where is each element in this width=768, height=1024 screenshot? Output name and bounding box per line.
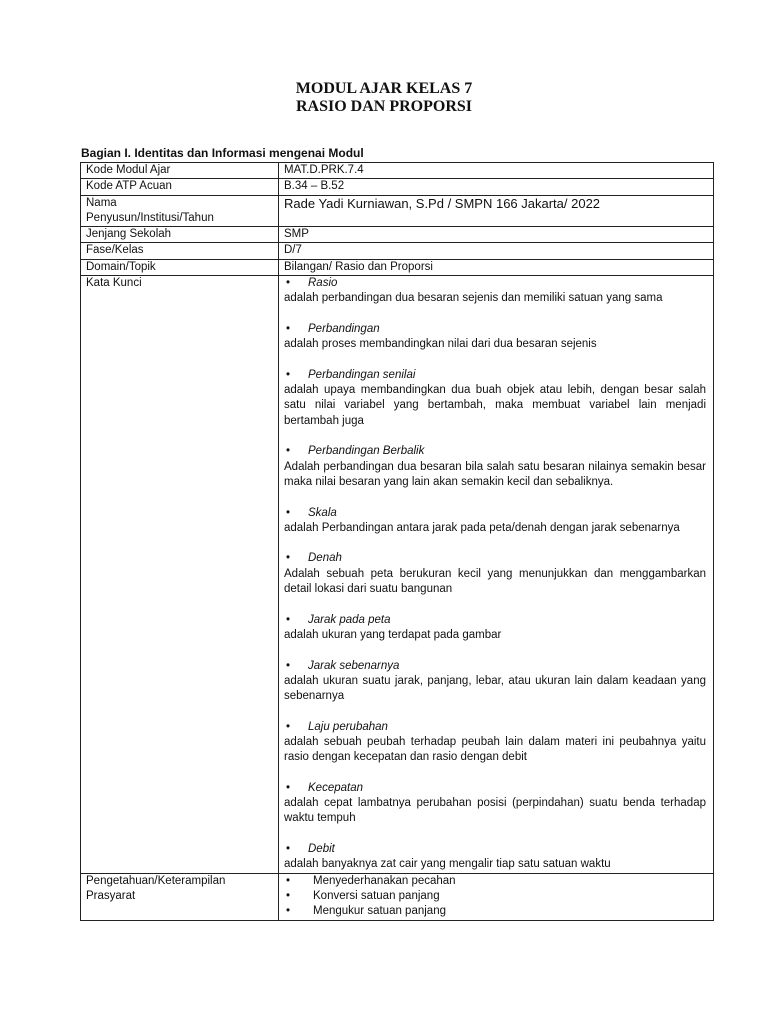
keyword-list [279,276,714,874]
row-value: D/7 [279,243,714,259]
bullet-icon: • [286,889,291,902]
module-identity-table [80,162,714,921]
row-label: Jenjang Sekolah [81,227,279,243]
keyword-term: Perbandingan Berbalik [308,445,425,458]
keyword-description: adalah perbandingan dua besaran sejenis dan memiliki satuan yang sama [284,292,663,305]
list-item [284,889,708,904]
prerequisite-text: Konversi satuan panjang [313,889,440,902]
bullet-icon: • [286,613,291,626]
document-subtitle: RASIO DAN PROPORSI [295,98,472,115]
list-item [284,322,708,353]
bullet-icon: • [286,905,291,918]
keyword-description: adalah banyaknya zat cair yang mengalir tiap satu satuan waktu [284,858,611,871]
row-label: Kata Kunci [81,276,279,874]
bullet-icon: • [286,552,291,565]
list-item [284,874,708,889]
table-row [81,276,714,874]
keyword-description: adalah cepat lambatnya perubahan posisi (perpindahan) suatu benda terhadap waktu tempuh [284,797,706,825]
bullet-icon: • [286,322,291,335]
keyword-description: adalah Perbandingan antara jarak pada peta/denah dengan jarak sebenarnya [284,521,680,534]
keyword-description: Adalah sebuah peta berukuran kecil yang menunjukkan dan menggambarkan detail lokasi dari suatu bangunan [284,567,706,596]
bullet-icon: • [286,659,291,672]
row-value: SMP [279,227,714,243]
table-row [81,227,714,243]
row-label: Kode Modul Ajar [81,163,279,179]
row-label-line: Prasyarat [86,889,136,902]
list-item [284,842,708,873]
keyword-term: Jarak pada peta [308,613,391,626]
keyword-term: Kecepatan [308,781,363,794]
list-item [284,276,708,307]
keyword-term: Perbandingan senilai [308,368,416,381]
row-label-line: Nama [86,196,117,209]
table-row [81,163,714,179]
list-item [284,368,708,429]
bullet-icon: • [286,843,291,856]
row-label-line: Penyusun/Institusi/Tahun [86,211,214,224]
list-item [284,613,708,644]
keyword-term: Laju perubahan [308,720,388,733]
section-heading: Bagian I. Identitas dan Informasi mengenai Modul [81,146,364,160]
bullet-icon: • [286,368,291,381]
table-row [81,179,714,195]
bullet-icon: • [286,506,291,519]
list-item [284,506,708,537]
list-item [284,781,708,827]
bullet-icon: • [286,720,291,733]
table-row [81,195,714,227]
keyword-description: adalah ukuran yang terdapat pada gambar [284,628,502,641]
row-label: Fase/Kelas [81,243,279,259]
list-item [284,659,708,705]
row-value: Bilangan/ Rasio dan Proporsi [279,259,714,275]
bullet-icon: • [286,277,291,290]
keyword-term: Denah [308,552,342,565]
bullet-icon: • [286,445,291,458]
row-value: B.34 – B.52 [279,179,714,195]
row-label-line: Pengetahuan/Keterampilan [86,874,226,887]
keyword-term: Rasio [308,277,338,290]
table-row [81,243,714,259]
row-label [81,195,279,227]
list-item [284,551,708,597]
bullet-icon: • [286,874,291,887]
row-label: Domain/Topik [81,259,279,275]
prerequisite-text: Menyederhanakan pecahan [313,874,456,887]
keyword-term: Perbandingan [308,322,380,335]
list-item [284,904,708,919]
keyword-term: Jarak sebenarnya [308,659,400,672]
keyword-description: adalah proses membandingkan nilai dari dua besaran sejenis [284,338,597,351]
keyword-description: Adalah perbandingan dua besaran bila salah satu besaran nilainya semakin besar maka nilai besaran yang lain akan semakin kecil dan sebaliknya. [284,460,706,488]
list-item [284,720,708,766]
prerequisite-list [279,873,714,920]
row-label: Kode ATP Acuan [81,179,279,195]
prerequisite-text: Mengukur satuan panjang [313,905,446,918]
keyword-description: adalah sebuah peubah terhadap peubah lain dalam materi ini peubahnya yaitu rasio dengan kecepatan dan rasio dengan debit [284,735,706,764]
table-row [81,259,714,275]
document-title: MODUL AJAR KELAS 7 [295,80,473,97]
keyword-term: Debit [308,843,335,856]
table-row [81,873,714,920]
keyword-term: Skala [308,506,337,519]
keyword-description: adalah ukuran suatu jarak, panjang, lebar, atau ukuran lain dalam keadaan yang sebenarnya [284,674,706,703]
list-item [284,444,708,490]
row-value: Rade Yadi Kurniawan, S.Pd / SMPN 166 Jakarta/ 2022 [279,195,714,227]
bullet-icon: • [286,781,291,794]
row-value: MAT.D.PRK.7.4 [279,163,714,179]
keyword-description: adalah upaya membandingkan dua buah objek atau lebih, dengan besar salah satu nilai variabel yang bertambah, maka membuat variabel lain menjadi bertambah juga [284,384,706,427]
row-label [81,873,279,920]
